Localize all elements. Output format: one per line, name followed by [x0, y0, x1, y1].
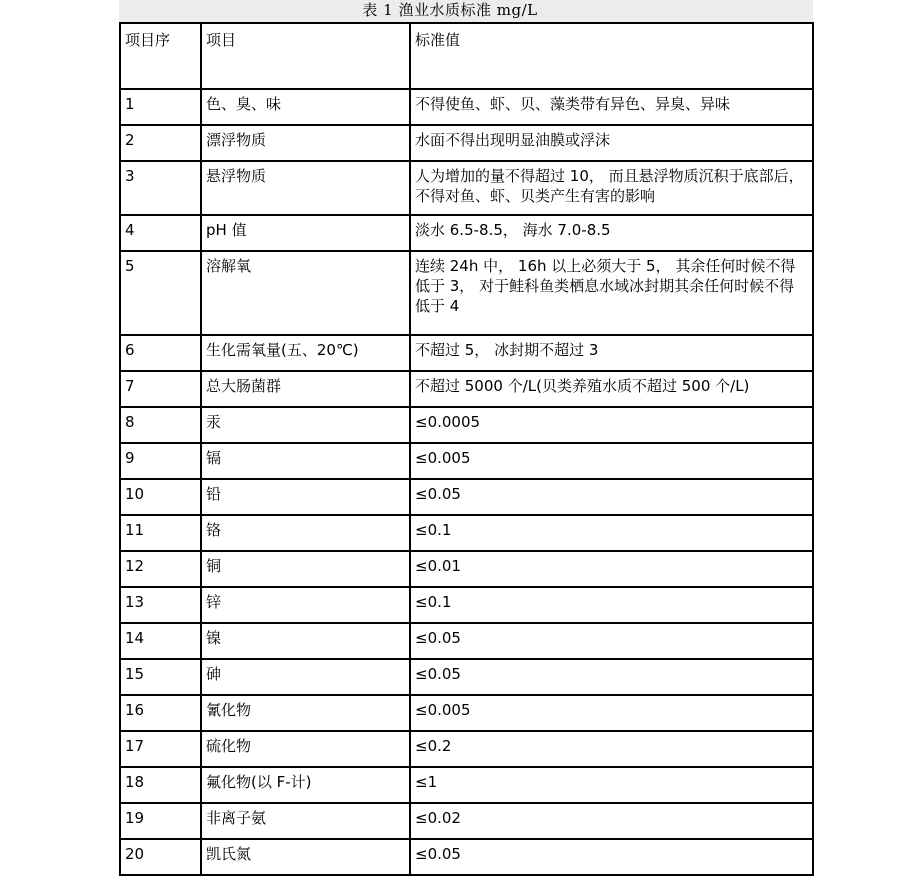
row-item: pH 值: [201, 215, 410, 251]
row-no: 11: [120, 515, 201, 551]
table-row: [120, 731, 813, 767]
row-no: 12: [120, 551, 201, 587]
table-row: [120, 371, 813, 407]
row-item: 氰化物: [201, 695, 410, 731]
row-item: 锌: [201, 587, 410, 623]
row-no: 5: [120, 251, 201, 335]
table-header-row: [120, 23, 813, 89]
column-header-no: 项目序: [120, 23, 201, 89]
table-row: [120, 215, 813, 251]
row-item: 镉: [201, 443, 410, 479]
row-value: 连续 24h 中， 16h 以上必须大于 5， 其余任何时候不得低于 3， 对于鲑科鱼类栖息水域冰封期其余任何时候不得低于 4: [410, 251, 813, 335]
table-row: [120, 659, 813, 695]
row-value: ≤0.02: [410, 803, 813, 839]
row-item: 铅: [201, 479, 410, 515]
row-item: 凯氏氮: [201, 839, 410, 875]
table-row: [120, 587, 813, 623]
table-row: [120, 515, 813, 551]
row-item: 铬: [201, 515, 410, 551]
table-row: [120, 803, 813, 839]
row-value: ≤0.2: [410, 731, 813, 767]
table-row: [120, 335, 813, 371]
row-value: 人为增加的量不得超过 10， 而且悬浮物质沉积于底部后， 不得对鱼、虾、贝类产生有害的影响: [410, 161, 813, 215]
row-value: 水面不得出现明显油膜或浮沫: [410, 125, 813, 161]
row-item: 汞: [201, 407, 410, 443]
row-value: ≤1: [410, 767, 813, 803]
row-no: 15: [120, 659, 201, 695]
row-no: 4: [120, 215, 201, 251]
row-item: 镍: [201, 623, 410, 659]
column-header-item: 项目: [201, 23, 410, 89]
row-value: ≤0.1: [410, 515, 813, 551]
row-value: 淡水 6.5-8.5， 海水 7.0-8.5: [410, 215, 813, 251]
row-item: 溶解氧: [201, 251, 410, 335]
row-value: 不超过 5， 冰封期不超过 3: [410, 335, 813, 371]
row-item: 非离子氨: [201, 803, 410, 839]
table-row: [120, 161, 813, 215]
row-value: ≤0.05: [410, 479, 813, 515]
row-item: 漂浮物质: [201, 125, 410, 161]
row-item: 硫化物: [201, 731, 410, 767]
row-no: 19: [120, 803, 201, 839]
row-no: 7: [120, 371, 201, 407]
row-no: 18: [120, 767, 201, 803]
row-item: 悬浮物质: [201, 161, 410, 215]
row-item: 总大肠菌群: [201, 371, 410, 407]
row-no: 6: [120, 335, 201, 371]
table-row: [120, 407, 813, 443]
row-no: 14: [120, 623, 201, 659]
row-no: 9: [120, 443, 201, 479]
water-quality-standard-table: [119, 22, 814, 876]
table-row: [120, 125, 813, 161]
row-item: 铜: [201, 551, 410, 587]
table-row: [120, 89, 813, 125]
row-no: 10: [120, 479, 201, 515]
row-value: ≤0.005: [410, 695, 813, 731]
row-value: ≤0.01: [410, 551, 813, 587]
row-value: ≤0.05: [410, 623, 813, 659]
row-no: 17: [120, 731, 201, 767]
table-row: [120, 623, 813, 659]
table-row: [120, 839, 813, 875]
table-row: [120, 695, 813, 731]
row-value: ≤0.005: [410, 443, 813, 479]
row-item: 生化需氧量(五、20℃): [201, 335, 410, 371]
table-caption: 表 1 渔业水质标准 mg/L: [362, 1, 538, 19]
row-item: 砷: [201, 659, 410, 695]
row-no: 1: [120, 89, 201, 125]
row-value: ≤0.0005: [410, 407, 813, 443]
row-no: 2: [120, 125, 201, 161]
row-value: ≤0.05: [410, 659, 813, 695]
row-no: 13: [120, 587, 201, 623]
row-no: 20: [120, 839, 201, 875]
row-no: 8: [120, 407, 201, 443]
row-item: 氟化物(以 F-计): [201, 767, 410, 803]
row-item: 色、臭、味: [201, 89, 410, 125]
row-no: 16: [120, 695, 201, 731]
row-value: 不超过 5000 个/L(贝类养殖水质不超过 500 个/L): [410, 371, 813, 407]
table-row: [120, 479, 813, 515]
table-row: [120, 551, 813, 587]
row-value: ≤0.05: [410, 839, 813, 875]
row-no: 3: [120, 161, 201, 215]
row-value: ≤0.1: [410, 587, 813, 623]
table-row: [120, 251, 813, 335]
table-row: [120, 767, 813, 803]
row-value: 不得使鱼、虾、贝、藻类带有异色、异臭、异味: [410, 89, 813, 125]
column-header-value: 标准值: [410, 23, 813, 89]
table-row: [120, 443, 813, 479]
